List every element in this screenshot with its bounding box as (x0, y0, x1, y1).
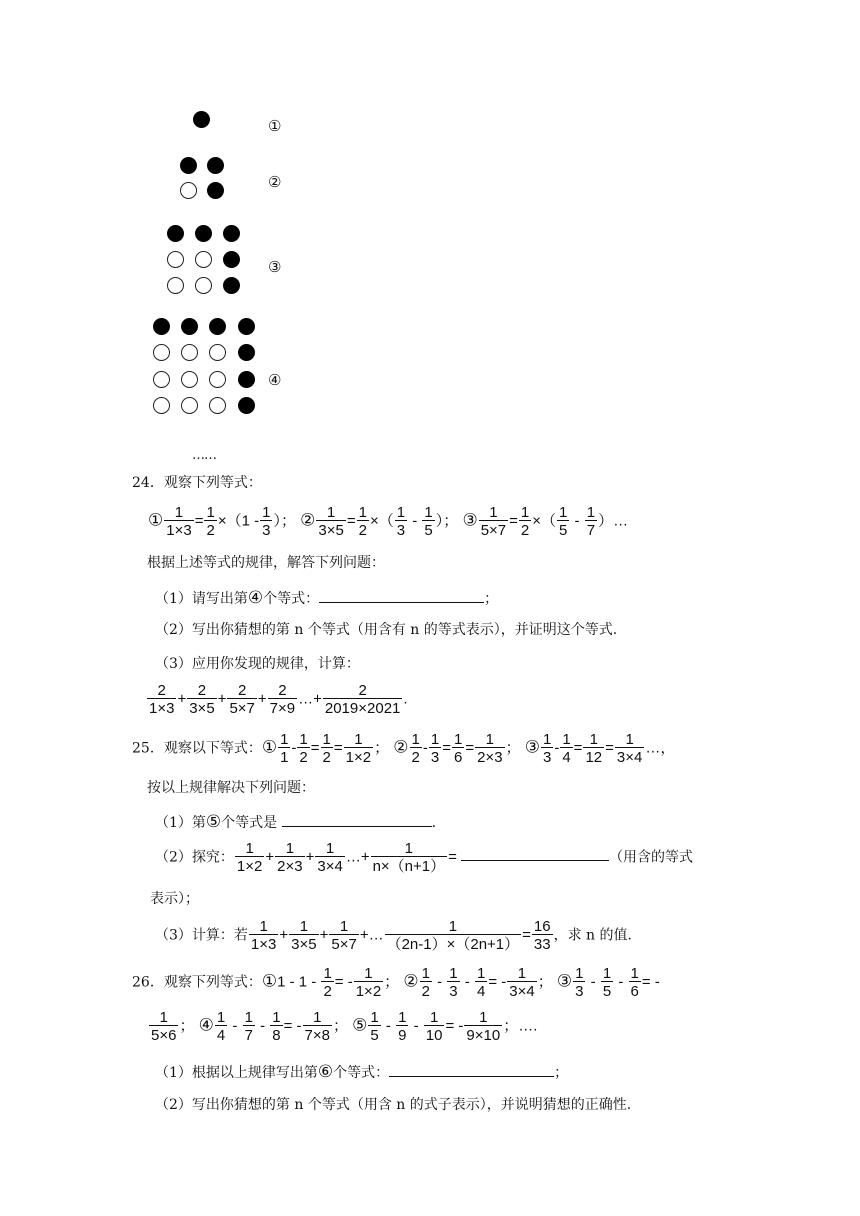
q24-equations: ① $\frac{1}{1\times 3}$ = $\frac{1}{2}$ ×（1 - $\frac{1}{3}$ ）； ② $\frac{1}{3\times 5}$ = $\frac{1}{2}$ ×（ $\frac{1}{3}$ - $\frac{1}{5}$ ）； ③ $\frac{1}{5\times 7}$ = $\frac{1}{2}$ ×（ $\frac{1}{5}$ - $\frac{1}{7}$ ）… (148, 504, 629, 539)
figure-label-3: ③ (268, 258, 282, 276)
ellipsis: …… (192, 448, 216, 463)
fraction: $\frac{1}{1\times 2}$ (345, 731, 372, 766)
fraction: $\frac{1}{2}$ (322, 731, 331, 766)
answer-blank[interactable] (319, 588, 484, 603)
fraction: $\frac{1}{n\times(n+1)}$ (372, 840, 446, 875)
white-dot (181, 397, 198, 414)
white-dot (180, 182, 197, 199)
circle-number: ① (261, 971, 278, 991)
black-dot (167, 225, 184, 242)
q24-calculation: $\frac{2}{1\times 3}$ + $\frac{2}{3\times 5}$ + $\frac{2}{5\times 7}$ + $\frac{2}{7\times 9}$ …+ $\frac{2}{2019\times 2021}$ . (149, 682, 408, 717)
black-dot (238, 344, 255, 361)
black-dot (238, 371, 255, 388)
fraction: $\frac{1}{4}$ (216, 1009, 226, 1044)
q25-title-and-equations: 25．观察以下等式：① $\frac{1}{1}$ - $\frac{1}{2}$ = $\frac{1}{2}$ = $\frac{1}{1\times 2}$ ； ② $\frac{1}{2}$ - $\frac{1}{3}$ = $\frac{1}{6}$ = $\frac{1}{2\times 3}$ ； ③ $\frac{1}{3}$ - $\frac{1}{4}$ = $\frac{1}{12}$ = $\frac{1}{3\times 4}$ …， (132, 731, 676, 766)
fraction: $\frac{1}{5}$ (424, 504, 433, 539)
fraction: $\frac{2}{2019\times 2021}$ (324, 682, 401, 717)
q26-title: 26．观察下列等式： (132, 974, 262, 991)
black-dot (238, 318, 255, 335)
q26-title-and-equations: 26．观察下列等式：①1 - 1 - $\frac{1}{2}$ = - $\frac{1}{1\times 2}$ ； ② $\frac{1}{2}$ - $\frac{1}{3}$ - $\frac{1}{4}$ = - $\frac{1}{3\times 4}$ ； ③ $\frac{1}{3}$ - $\frac{1}{5}$ - $\frac{1}{6}$ = - (132, 965, 660, 1000)
q25-title: 25．观察以下等式： (132, 740, 262, 757)
fraction: $\frac{2}{3\times 5}$ (189, 682, 215, 717)
fraction: $\frac{16}{33}$ (533, 918, 551, 953)
white-dot (195, 277, 212, 294)
black-dot (181, 318, 198, 335)
fraction: $\frac{1}{10}$ (425, 1009, 443, 1044)
black-dot (153, 318, 170, 335)
fraction: $\frac{1}{2}$ (206, 504, 215, 539)
circle-number: ② (300, 510, 316, 530)
fraction: $\frac{1}{2}$ (411, 731, 420, 766)
figure-label-1: ① (268, 117, 282, 135)
fraction: $\frac{1}{3\times 5}$ (318, 504, 344, 539)
fraction: $\frac{1}{12}$ (585, 731, 603, 766)
fraction: $\frac{1}{1\times 2}$ (236, 840, 263, 875)
answer-blank[interactable] (389, 1062, 554, 1077)
fraction: $\frac{1}{6}$ (630, 965, 639, 1000)
q25-part2-tail: 表示）； (150, 891, 199, 907)
fraction: $\frac{1}{7\times 8}$ (304, 1009, 330, 1044)
fraction: $\frac{1}{3}$ (542, 731, 552, 766)
fraction: $\frac{1}{2\times 3}$ (477, 731, 503, 766)
fraction: $\frac{1}{3}$ (449, 965, 458, 1000)
fraction: $\frac{1}{4}$ (476, 965, 486, 1000)
q24-part1: （1）请写出第④个等式： ； (155, 588, 499, 608)
q24-part3: （3）应用你发现的规律，计算： (155, 656, 360, 672)
circle-number: ⑥ (317, 1062, 334, 1082)
circle-number: ④ (247, 588, 264, 608)
fraction: $\frac{1}{9\times 10}$ (466, 1009, 501, 1044)
q24-rule: 根据上述等式的规律，解答下列问题： (147, 555, 385, 571)
figure-label-2: ② (268, 173, 282, 191)
fraction: $\frac{1}{3}$ (430, 731, 440, 766)
white-dot (209, 397, 226, 414)
white-dot (209, 371, 226, 388)
fraction: $\frac{1}{3\times 5}$ (291, 918, 317, 953)
fraction: $\frac{1}{3}$ (396, 504, 406, 539)
black-dot (238, 397, 255, 414)
black-dot (209, 318, 226, 335)
fraction: $\frac{1}{2}$ (323, 965, 332, 1000)
q25-rule: 按以上规律解决下列问题： (147, 780, 315, 796)
fraction: $\frac{1}{2\times 3}$ (277, 840, 303, 875)
white-dot (195, 251, 212, 268)
fraction: $\frac{1}{2}$ (299, 731, 308, 766)
fraction: $\frac{1}{3}$ (575, 965, 584, 1000)
fraction: $\frac{1}{1\times 2}$ (355, 965, 382, 1000)
fraction: $\frac{1}{3\times 4}$ (616, 731, 643, 766)
black-dot (195, 225, 212, 242)
fraction: $\frac{2}{5\times 7}$ (229, 682, 255, 717)
fraction: $\frac{1}{3}$ (262, 504, 271, 539)
fraction: $\frac{2}{1\times 3}$ (149, 682, 175, 717)
fraction: $\frac{1}{2}$ (421, 965, 430, 1000)
q26-equations-cont: $\frac{1}{5\times 6}$ ； ④ $\frac{1}{4}$ - $\frac{1}{7}$ - $\frac{1}{8}$ = - $\frac{1}{7\times 8}$ ； ⑤ $\frac{1}{5}$ - $\frac{1}{9}$ - $\frac{1}{10}$ = - $\frac{1}{9\times 10}$ ；…. (151, 1009, 538, 1044)
figure-label-4: ④ (268, 371, 282, 389)
fraction: $\frac{1}{1}$ (280, 731, 289, 766)
circle-number: ⑤ (352, 1015, 368, 1035)
black-dot (180, 157, 197, 174)
fraction: $\frac{1}{6}$ (453, 731, 463, 766)
circle-number: ⑤ (205, 812, 222, 832)
black-dot (223, 277, 240, 294)
q24-title: 24．观察下列等式： (132, 475, 262, 491)
fraction: $\frac{1}{8}$ (272, 1009, 281, 1044)
q25-part3: （3）计算：若 $\frac{1}{1\times 3}$ + $\frac{1}{3\times 5}$ + $\frac{1}{5\times 7}$ +… $\frac{1}{(2n-1)\times(2n+1)}$ = $\frac{16}{33}$ ，求 n 的值. (155, 918, 632, 953)
q25-part2: （2）探究： $\frac{1}{1\times 2}$ + $\frac{1}{2\times 3}$ + $\frac{1}{3\times 4}$ …+ $\frac{1}{n\times(n+1)}$ = （用含的等式 (155, 840, 694, 875)
circle-number: ③ (524, 737, 540, 757)
fraction: $\frac{1}{(2n-1)\times(2n+1)}$ (386, 918, 520, 953)
black-dot (223, 225, 240, 242)
fraction: $\frac{1}{5\times 7}$ (480, 504, 507, 539)
q24-part2: （2）写出你猜想的第 n 个等式（用含有 n 的等式表示），并证明这个等式. (155, 622, 618, 638)
circle-number: ① (261, 737, 278, 757)
white-dot (153, 344, 170, 361)
fraction: $\frac{2}{7\times 9}$ (269, 682, 296, 717)
black-dot (207, 182, 224, 199)
fraction: $\frac{1}{4}$ (562, 731, 571, 766)
fraction: $\frac{1}{5\times 7}$ (331, 918, 357, 953)
q26-part1: （1）根据以上规律写出第⑥个等式： ； (155, 1062, 569, 1082)
circle-number: ④ (198, 1015, 214, 1035)
white-dot (209, 344, 226, 361)
fraction: $\frac{1}{1\times 3}$ (166, 504, 192, 539)
fraction: $\frac{1}{5}$ (370, 1009, 379, 1044)
fraction: $\frac{1}{3\times 4}$ (317, 840, 343, 875)
white-dot (153, 371, 170, 388)
fraction: $\frac{1}{5}$ (559, 504, 568, 539)
white-dot (167, 277, 184, 294)
white-dot (167, 251, 184, 268)
fraction: $\frac{1}{2}$ (520, 504, 530, 539)
fraction: $\frac{1}{7}$ (244, 1009, 253, 1044)
answer-blank[interactable] (282, 812, 432, 827)
fraction: $\frac{1}{3\times 4}$ (509, 965, 535, 1000)
black-dot (193, 111, 210, 128)
fraction: $\frac{1}{5\times 6}$ (151, 1009, 177, 1044)
q25-part1: （1）第⑤个等式是 . (155, 812, 437, 832)
black-dot (223, 251, 240, 268)
circle-number: ① (148, 510, 164, 530)
white-dot (181, 371, 198, 388)
white-dot (181, 344, 198, 361)
fraction: $\frac{1}{7}$ (586, 504, 596, 539)
black-dot (207, 157, 224, 174)
fraction: $\frac{1}{1\times 3}$ (250, 918, 277, 953)
answer-blank[interactable] (461, 846, 609, 861)
circle-number: ③ (462, 510, 478, 530)
fraction: $\frac{1}{9}$ (398, 1009, 407, 1044)
white-dot (153, 397, 170, 414)
circle-number: ② (393, 737, 409, 757)
circle-number: ② (403, 971, 419, 991)
fraction: $\frac{1}{2}$ (358, 504, 367, 539)
q26-part2: （2）写出你猜想的第 n 个等式（用含 n 的式子表示），并说明猜想的正确性. (155, 1097, 632, 1113)
circle-number: ③ (556, 971, 573, 991)
fraction: $\frac{1}{5}$ (602, 965, 612, 1000)
